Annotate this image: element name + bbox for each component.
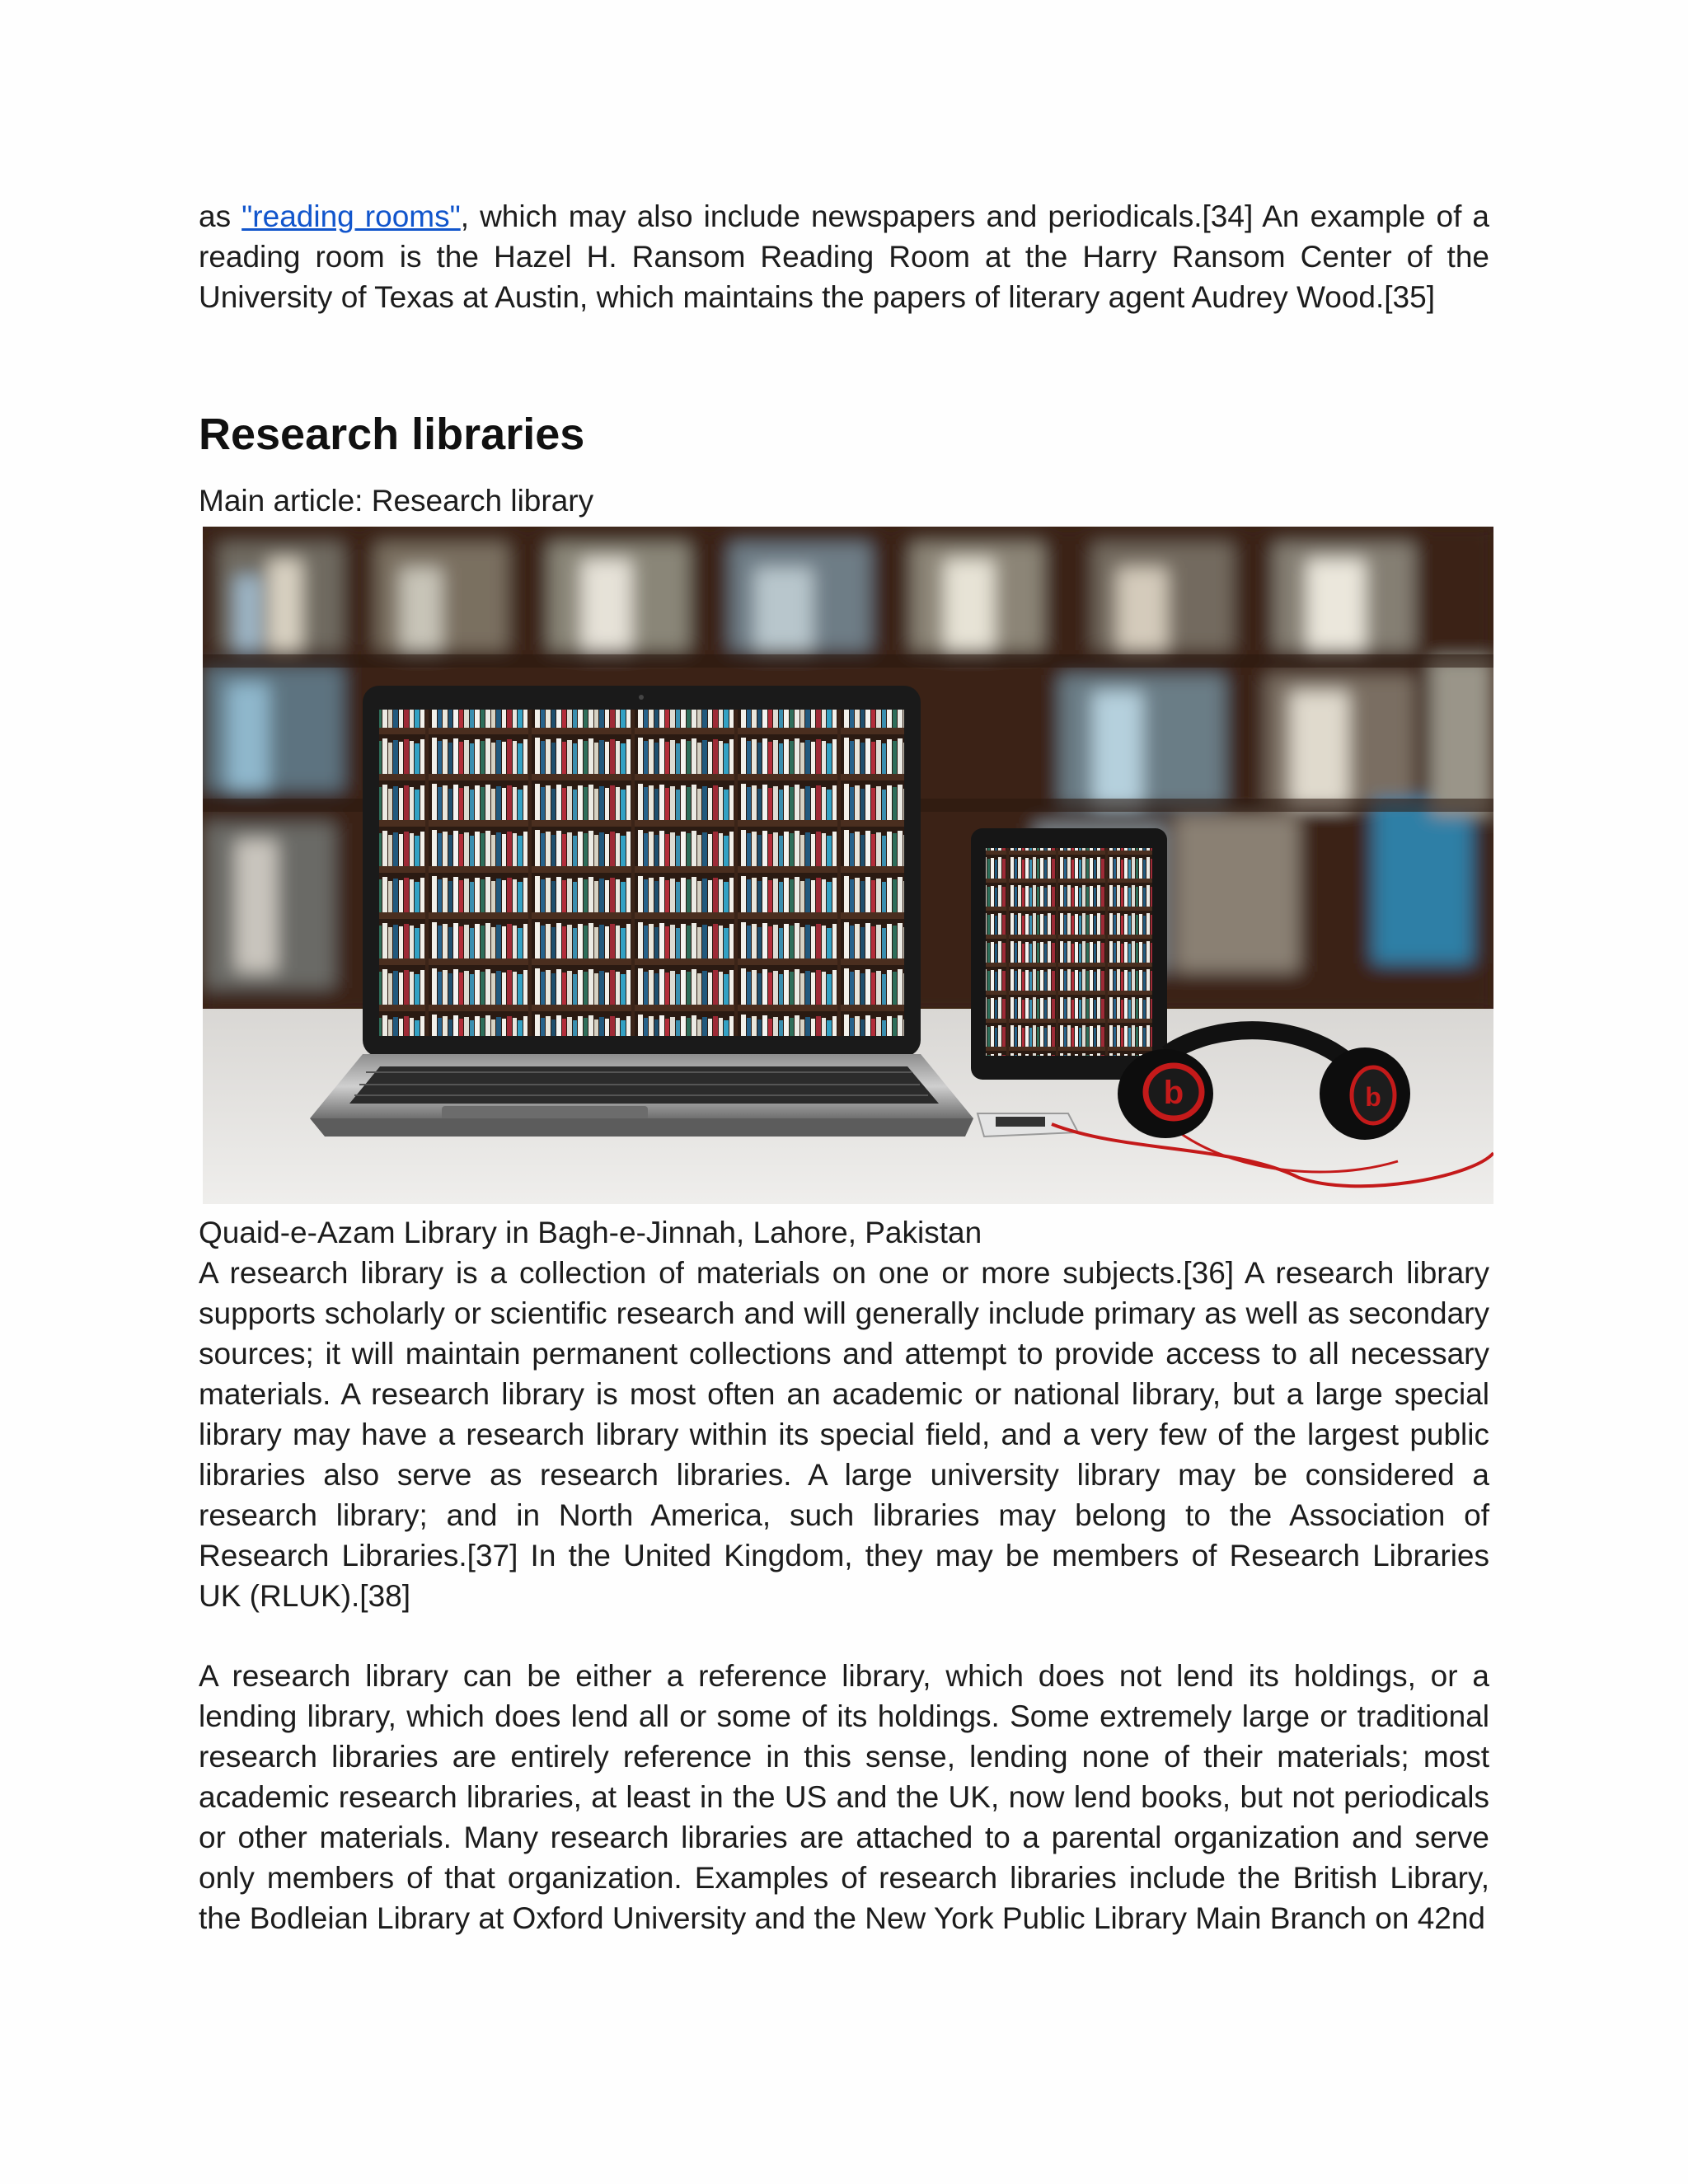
body-paragraph-1-block: [199, 1253, 1489, 1616]
main-article-note: [199, 482, 1489, 520]
intro-block: [199, 196, 1489, 317]
laptop: [310, 686, 973, 1137]
figure-caption: Quaid-e-Azam Library in Bagh-e-Jinnah, Lahore, Pakistan: [199, 1216, 982, 1249]
body-paragraph-2-block: [199, 1656, 1489, 1938]
reading-rooms-link[interactable]: "reading rooms": [241, 199, 461, 233]
intro-suffix: , which may also include newspapers and periodicals.[34] An example of a reading room is the Hazel H. Ransom Reading Room at the Harry Ransom Center of the University of Texas at Austin, which maintains the papers of literary agent Audrey Wood.[35]: [199, 199, 1490, 314]
intro-paragraph: [199, 196, 1489, 317]
section-header: [199, 408, 1489, 461]
headphone-logo-right: b: [1365, 1082, 1381, 1112]
headphone-logo-left: b: [1163, 1075, 1184, 1111]
figure-caption-block: [199, 1214, 1489, 1252]
library-photo: [203, 527, 1493, 1204]
body-paragraph-2: A research library can be either a reference library, which does not lend its holdings, or a lending library, which does lend all or some of its holdings. Some extremely large or traditional research libraries are entirely reference in this sense, lending none of their materials; most academic research libraries, at least in the US and the UK, now lend books, but not periodicals or other materials. Many research libraries are attached to a parental organization and serve only members of that organization. Examples of research libraries include the British Library, the Bodleian Library at Oxford University and the New York Public Library Main Branch on 42nd: [199, 1659, 1489, 1935]
phone: [978, 1113, 1078, 1137]
main-article-reference: Main article: Research library: [199, 484, 594, 518]
library-figure: [203, 527, 1493, 1204]
section-heading: Research libraries: [199, 410, 585, 459]
tablet: [971, 828, 1167, 1080]
body-paragraph-1: A research library is a collection of materials on one or more subjects.[36] A research library supports scholarly or scientific research and will generally include primary as well as secondary sources; it will maintain permanent collections and attempt to provide access to all necessary materials. A research library is most often an academic or national library, but a large special library may have a research library within its special field, and a very few of the largest public libraries also serve as research libraries. A large university library may be considered a research library; and in North America, such libraries may belong to the Association of Research Libraries.[37] In the United Kingdom, they may be members of Research Libraries UK (RLUK).[38]: [199, 1256, 1489, 1613]
intro-prefix: as: [199, 199, 242, 233]
